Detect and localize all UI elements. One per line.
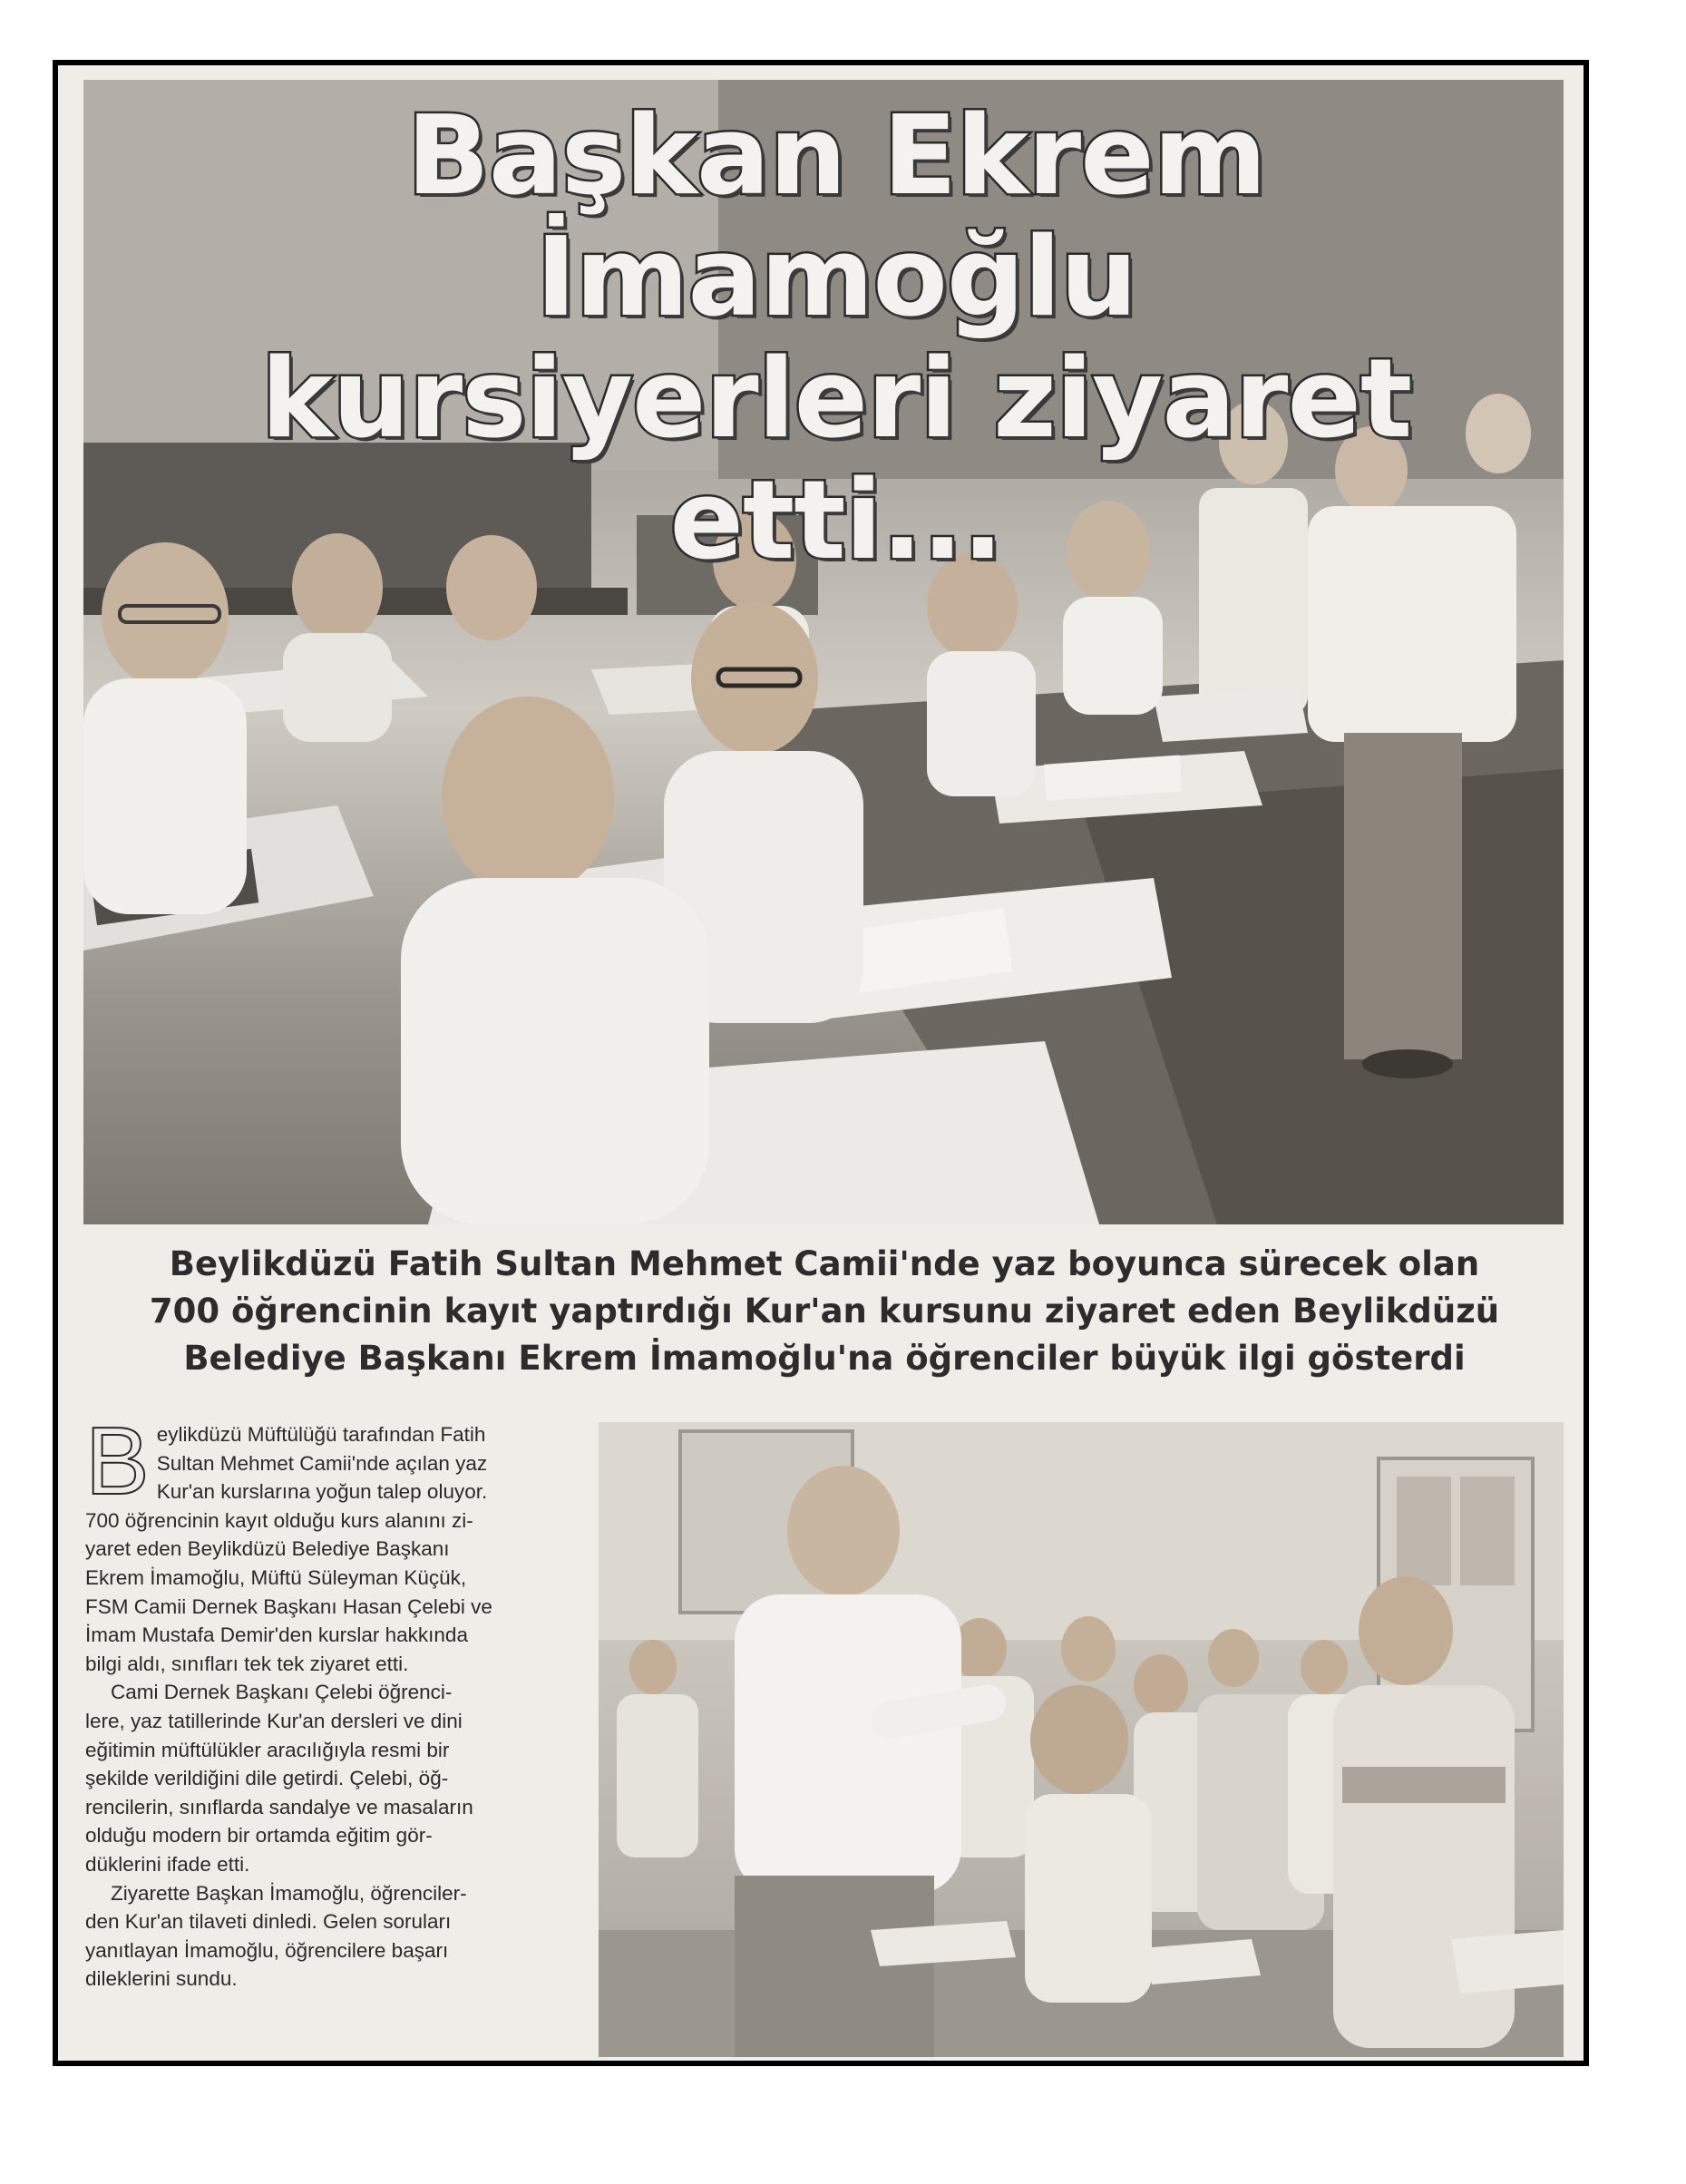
article-line: Kur'an kurslarına yoğun talep oluyor. [156,1480,488,1504]
article-line: şekilde verildiğini dile getirdi. Çelebi, öğ- [85,1767,449,1790]
article-line: FSM Camii Dernek Başkanı Hasan Çelebi ve [85,1594,492,1618]
article-line: rencilerin, sınıflarda sandalye ve masaların [85,1795,473,1818]
article-line: den Kur'an tilaveti dinledi. Gelen soruları [85,1910,452,1934]
article-line: olduğu modern bir ortamda eğitim gör- [85,1824,433,1848]
subheadline-line-2: 700 öğrencinin kayıt yaptırdığı Kur'an kursunu ziyaret eden Beylikdüzü [149,1292,1500,1331]
headline [138,93,1535,584]
article-paragraph-3 [85,1879,593,1994]
students-greeting-photo [599,1422,1564,2057]
article-line: dileklerini sundu. [85,1967,238,1991]
article-line: düklerini ifade etti. [85,1852,250,1876]
article-line: eylikdüzü Müftülüğü tarafından Fatih [156,1423,486,1446]
headline-line-1: Başkan Ekrem İmamoğlu [406,93,1266,341]
article-line: yanıtlayan İmamoğlu, öğrencilere başarı [85,1938,449,1962]
article-line: Sultan Mehmet Camii'nde açılan yaz [156,1451,488,1475]
students-greeting-photo-illustration [599,1422,1564,2057]
article-line: İmam Mustafa Demir'den kurslar hakkında [85,1623,468,1647]
newspaper-clipping [53,60,1589,2066]
drop-cap: B [85,1408,150,1515]
subheadline [94,1241,1554,1382]
article-body [85,1408,593,1994]
article-line: 700 öğrencinin kayıt olduğu kurs alanını zi- [85,1508,473,1532]
article-line: bilgi aldı, sınıfları tek tek ziyaret etti. [85,1652,409,1675]
article-line: eğitimin müftülükler aracılığıyla resmi bir [85,1738,450,1761]
article-paragraph-2 [85,1678,593,1878]
article-line: Cami Dernek Başkanı Çelebi öğrenci- [111,1681,453,1704]
article-paragraph-1 [85,1408,593,1678]
classroom-photo [83,80,1564,1224]
article-line: lere, yaz tatillerinde Kur'an dersleri ve dini [85,1709,463,1732]
article-line: Ziyarette Başkan İmamoğlu, öğrenciler- [111,1881,467,1905]
article-line: yaret eden Beylikdüzü Belediye Başkanı [85,1537,450,1561]
subheadline-line-3: Belediye Başkanı Ekrem İmamoğlu'na öğrenciler büyük ilgi gösterdi [183,1339,1466,1378]
subheadline-line-1: Beylikdüzü Fatih Sultan Mehmet Camii'nde yaz boyunca sürecek olan [169,1244,1480,1283]
headline-line-2: kursiyerleri ziyaret etti... [260,336,1412,584]
article-line: Ekrem İmamoğlu, Müftü Süleyman Küçük, [85,1565,467,1589]
